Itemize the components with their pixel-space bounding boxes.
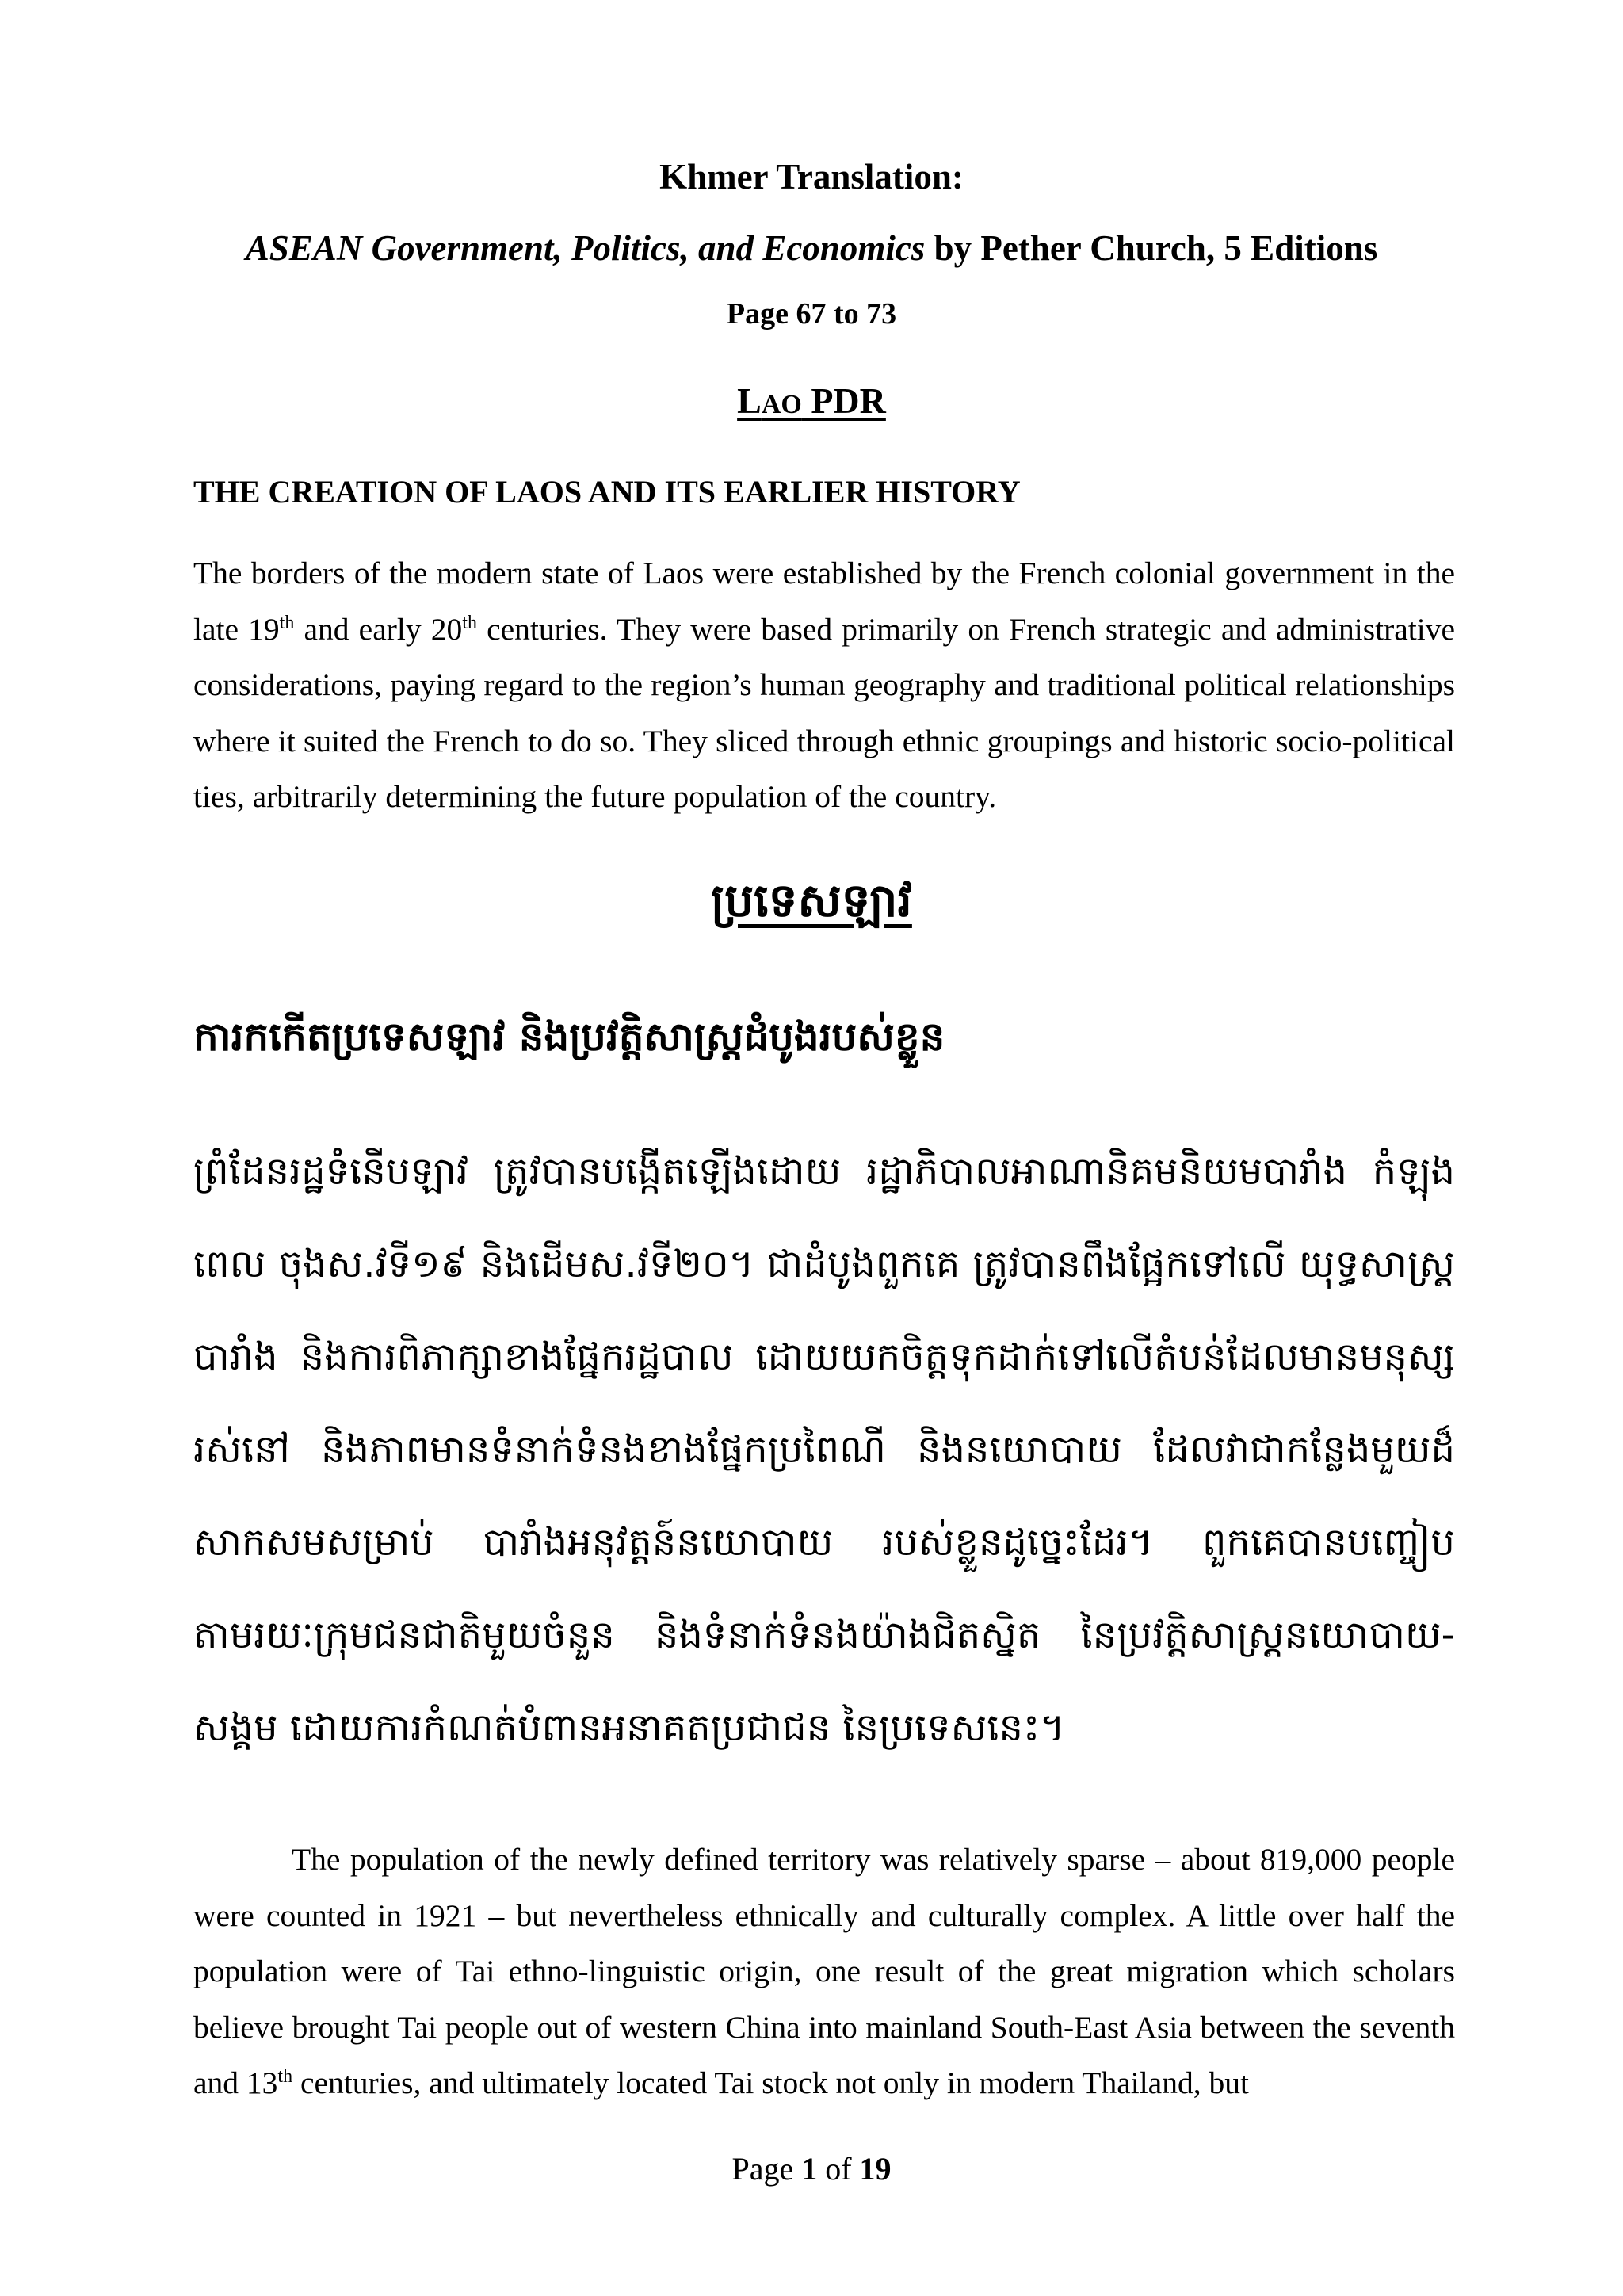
- footer-middle: of: [817, 2151, 860, 2187]
- paragraph-1-sup-a: th: [279, 612, 295, 633]
- paragraph-1-text-c: centuries. They were based primarily on French strategic and administrative considerations, paying regard to the region’s human geography and traditional political relationships where it suited the French to do so. They sliced through ethnic groupings and historic socio-political ties, arbitrarily determining the future population of the country.: [193, 611, 1455, 814]
- page-range: Page 67 to 73: [726, 297, 897, 330]
- paragraph-english-1: [193, 545, 1455, 825]
- footer-total-pages: 19: [859, 2151, 892, 2187]
- country-title: [0, 379, 1623, 427]
- khmer-section-heading: ការកកើតប្រទេសឡាវ និងប្រវត្តិសាស្រ្តដំបូងរបស់ខ្លួន: [193, 1014, 945, 1060]
- khmer-title: ប្រទេសឡាវ: [711, 873, 912, 927]
- footer-prefix: Page: [731, 2151, 802, 2187]
- paragraph-2-text-b: centuries, and ultimately located Tai stock not only in modern Thailand, but: [292, 2065, 1249, 2100]
- book-title: ASEAN Government, Politics, and Economics: [245, 228, 926, 268]
- section-heading: THE CREATION OF LAOS AND ITS EARLIER HISTORY: [193, 474, 1021, 510]
- paragraph-1-text-a: The borders of the modern state of Laos were established by the French colonial government in the late 19: [193, 556, 1455, 647]
- book-author-edition: by Pether Church, 5 Editions: [925, 228, 1378, 268]
- country-title-small-caps: AO: [761, 390, 802, 419]
- paragraph-2-text-a: The population of the newly defined territory was relatively sparse – about 819,000 people were counted in 1921 – but nevertheless ethnically and culturally complex. A little over half the population were of Tai ethno-linguistic origin, one result of the great migration which scholars believe brought Tai people out of western China into mainland South-East Asia between the seventh and 13: [193, 1842, 1455, 2100]
- document-subtitle: [0, 225, 1623, 271]
- paragraph-khmer: ព្រំដែនរដ្ឋទំនើបឡាវ ត្រូវបានបង្កើតឡើងដោយ រដ្ឋាភិបាលអាណានិគមនិយមបារាំង កំឡុងពេល ចុងស.វទី១៩ និងដើមស.វទី២០។ ជាដំបូងពួកគេ ត្រូវបានពឹងផ្អែកទៅលើ យុទ្ធសាស្រ្តបារាំង និងការពិភាក្សាខាងផ្នែករដ្ឋបាល ដោយយកចិត្តទុកដាក់ទៅលើតំបន់ដែលមានមនុស្សរស់នៅ និងភាពមានទំនាក់ទំនងខាងផ្នែកប្រពៃណី និងនយោបាយ ដែលវាជាកន្លែងមួយដ៏សាកសមសម្រាប់ បារាំងអនុវត្តន៍នយោបាយ របស់ខ្លួនដូច្នេះដែរ។ ពួកគេបានបញ្ចៀបតាមរយៈក្រុមជនជាតិមួយចំនួន និងទំនាក់ទំនងយ៉ាងជិតស្និត នៃប្រវត្តិសាស្រ្តនយោបាយ-សង្គម ដោយការកំណត់បំពានអនាគតប្រជាជន នៃប្រទេសនេះ។: [193, 1149, 1455, 1750]
- country-title-initial: L: [737, 380, 762, 421]
- country-title-rest: PDR: [801, 380, 886, 421]
- footer-current-page: 1: [801, 2151, 818, 2187]
- paragraph-1-text-b: and early 20: [294, 611, 463, 647]
- paragraph-english-2: [193, 1832, 1455, 2111]
- page-footer: [0, 2149, 1623, 2189]
- document-title: Khmer Translation:: [659, 157, 964, 197]
- paragraph-1-sup-b: th: [462, 612, 477, 633]
- paragraph-2-sup-a: th: [277, 2065, 293, 2087]
